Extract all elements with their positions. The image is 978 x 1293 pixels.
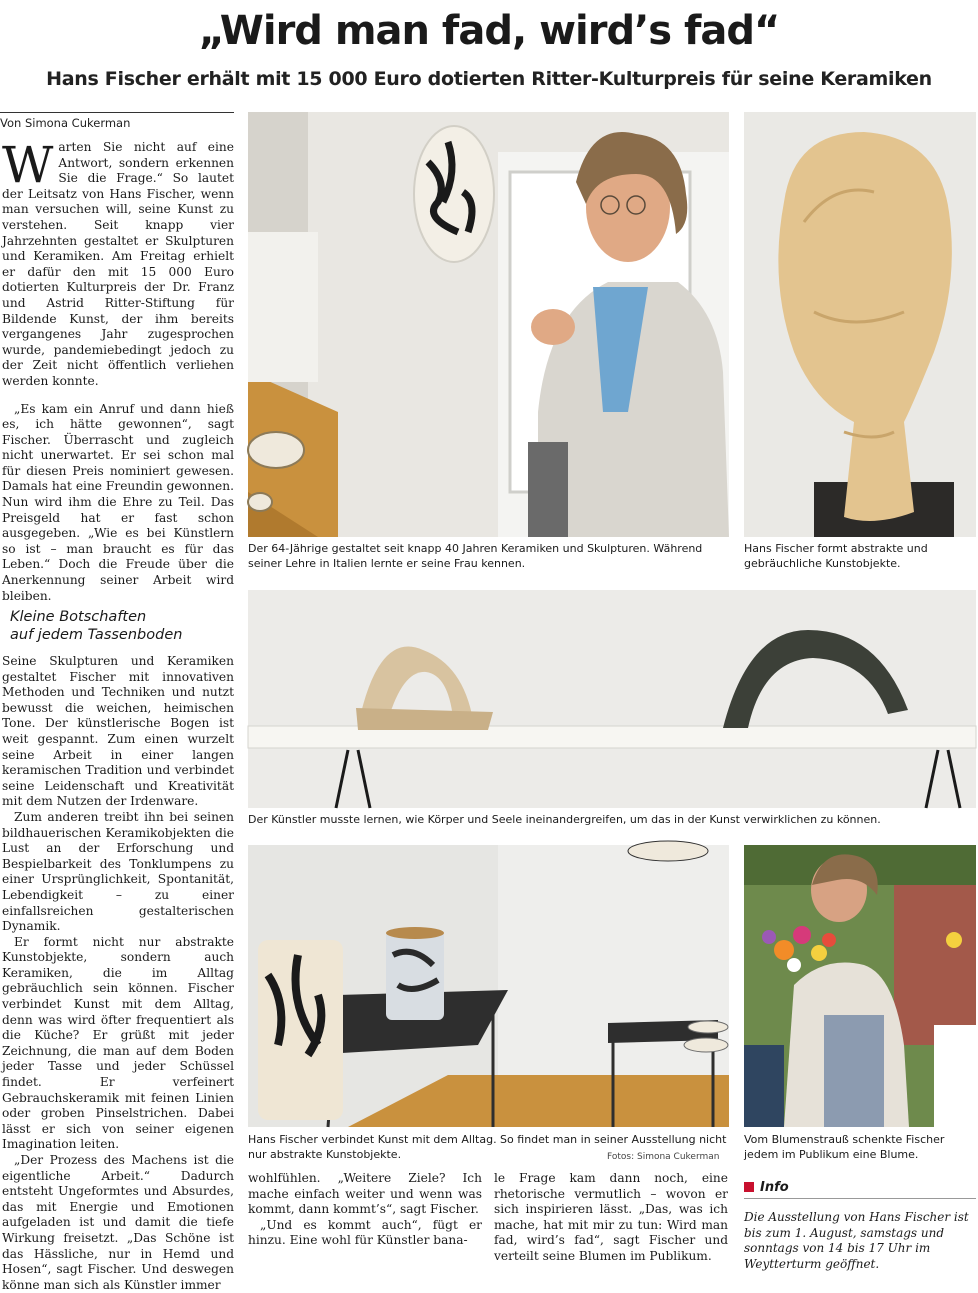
dropcap: W bbox=[2, 136, 54, 194]
caption-photo-2: Hans Fischer formt abstrakte und gebräuchliche Kunstobjekte. bbox=[744, 542, 928, 570]
section-subtitle: Kleine Botschaften auf jedem Tassenboden bbox=[10, 609, 183, 643]
paragraph-4: Zum anderen treibt ihn bei seinen bildhauerischen Keramikobjekten die Lust an der Erforschung und Bespielbarkeit des Tonklumpens zu einer Ursprünglichkeit, Spontanität, Lebendigkeit – zu einer einfallsreichen gestalterischen Dynamik. bbox=[2, 809, 234, 934]
article-column-1-bottom bbox=[2, 654, 234, 1293]
caption-photo-5: Vom Blumenstrauß schenkte Fischer jedem im Publikum eine Blume. bbox=[744, 1133, 945, 1161]
article-column-3 bbox=[494, 1171, 728, 1265]
photo-artist-portrait bbox=[248, 112, 729, 537]
photo-ceramic-vases bbox=[248, 845, 729, 1127]
info-square-icon bbox=[744, 1182, 754, 1192]
paragraph-5: Er formt nicht nur abstrakte Kunstobjekte, sondern auch Keramiken, die im Alltag gebräuchlich sein können. Fischer verbindet Kunst mit dem Alltag, denn was wird öfter frequentiert als die Küche? Er grüßt mit jeder Zeichnung, die man auf dem Boden jeder Tasse und jeder Schüssel findet. Er verfeinert Gebrauchskeramik mit feinen Linien oder groben Pinselstrichen. Dabei lässt er sich von seiner eigenen Imagination leiten. bbox=[2, 934, 234, 1152]
info-text: Die Ausstellung von Hans Fischer ist bis zum 1. August, samstags und sonntags von 14 bis 17 Uhr im Weytterturm geöffnet. bbox=[744, 1210, 969, 1271]
paragraph-6: „Der Prozess des Machens ist die eigentliche Arbeit.“ Dadurch entsteht Ungeformtes und Absurdes, das mit Energie und Emotionen aufgeladen ist und damit die tiefe Wirkung freisetzt. „Das Schöne ist das Hässliche, nur in Hemd und Hosen“, sagt Fischer. Und deswegen könne man sich als Künstler immer bbox=[2, 1153, 234, 1292]
photo-clay-head-sculpture bbox=[744, 112, 976, 537]
paragraph-7: wohlfühlen. „Weitere Ziele? Ich mache einfach weiter und wenn was kommt, dann kommt’s“, sagt Fischer. bbox=[248, 1171, 482, 1217]
caption-photo-1: Der 64-Jährige gestaltet seit knapp 40 Jahren Keramiken und Skulpturen. Während seiner Lehre in Italien lernte er seine Frau kennen. bbox=[248, 542, 703, 570]
caption-photo-4: Hans Fischer verbindet Kunst mit dem Alltag. So findet man in seiner Ausstellung nicht nur abstrakte Kunstobjekte. bbox=[248, 1133, 727, 1161]
paragraph-9: le Frage kam dann noch, eine rhetorische vermutlich – wovon er sich inspirieren lässt. „Das, was ich mache, hat mit mir zu tun: Wird man fad, wird’s fad“, sagt Fischer und verteilt seine Blumen im Publikum. bbox=[494, 1171, 728, 1263]
article-column-1-top bbox=[2, 136, 234, 604]
article-column-2 bbox=[248, 1171, 482, 1249]
headline: „Wird man fad, wird’s fad“ bbox=[198, 8, 780, 54]
subheadline: Hans Fischer erhält mit 15 000 Euro dotierten Ritter-Kulturpreis für seine Keramiken bbox=[46, 68, 932, 90]
byline: Von Simona Cukerman bbox=[0, 112, 234, 130]
paragraph-1: Warten Sie nicht auf eine Antwort, sondern erkennen Sie die Frage.“ So lautet der Leitsatz von Hans Fischer, wenn man versuchen will, seine Kunst zu verstehen. Seit knapp vier Jahrzehnten gestaltet er Skulpturen und Keramiken. Am Freitag erhielt er dafür den mit 15 000 Euro dotierten Kulturpreis der Dr. Franz und Astrid Ritter-Stiftung für Bildende Kunst, der ihm bereits vergangenes Jahr zugesprochen wurde, pandemiebedingt jedoch zu der Zeit nicht öffentlich verliehen werden konnte. bbox=[2, 136, 234, 388]
paragraph-2: „Es kam ein Anruf und dann hieß es, ich hätte gewonnen“, sagt Fischer. Überrascht und zugleich nicht unerwartet. Er sei schon mal für diesen Preis nominiert gewesen. Damals hat eine Freundin gewonnen. Nun wird ihm die Ehre zu Teil. Das Preisgeld hat er fast schon ausgegeben. „Wie es bei Künstlern so ist – man braucht es für das Leben.“ Doch die Freude über die Anerkennung seiner Arbeit wird bleiben. bbox=[2, 401, 234, 603]
info-heading: Info bbox=[744, 1180, 976, 1199]
photo-arch-sculptures bbox=[248, 590, 976, 808]
paragraph-8: „Und es kommt auch“, fügt er hinzu. Eine wohl für Künstler bana- bbox=[248, 1217, 482, 1248]
photo-flower-bouquet bbox=[744, 845, 976, 1127]
paragraph-3: Seine Skulpturen und Keramiken gestaltet Fischer mit innovativen Methoden und Techniken und nutzt bewusst die weichen, heimischen Tone. Der künstlerische Bogen ist weit gespannt. Zum einen wurzelt seine Arbeit in einer langen keramischen Tradition und verbindet seine Leidenschaft und Kreativität mit dem Nutzen der Irdenware. bbox=[2, 654, 234, 809]
caption-photo-3: Der Künstler musste lernen, wie Körper und Seele ineinandergreifen, um das in der Kunst verwirklichen zu können. bbox=[248, 813, 881, 826]
photo-credit: Fotos: Simona Cukerman bbox=[607, 1152, 720, 1162]
